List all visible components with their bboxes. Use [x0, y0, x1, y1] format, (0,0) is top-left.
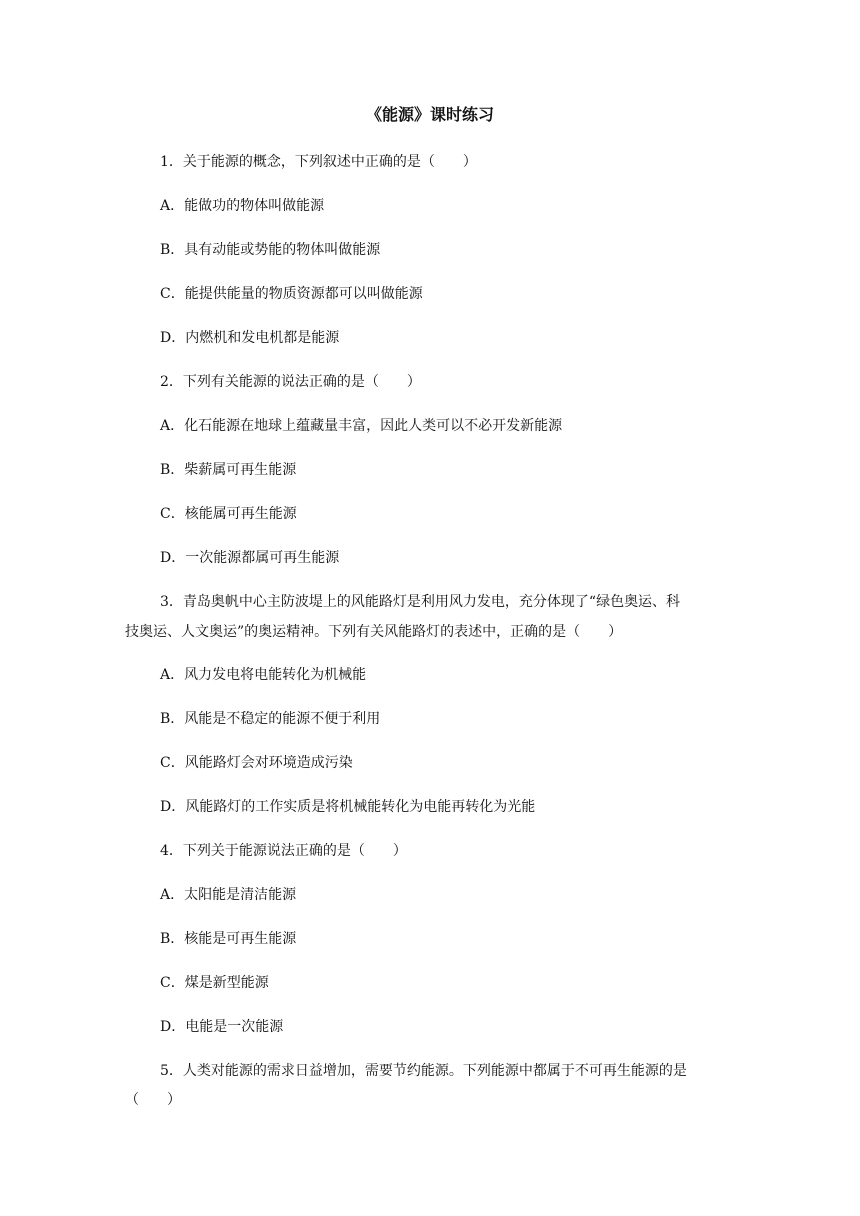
- question-3-option-b: B．风能是不稳定的能源不便于利用: [160, 711, 381, 727]
- question-4-option-d: D．电能是一次能源: [160, 1019, 284, 1035]
- question-4-option-a: A．太阳能是清洁能源: [160, 887, 297, 903]
- question-2-stem: 2．下列有关能源的说法正确的是（ ）: [160, 374, 421, 390]
- question-3-option-d: D．风能路灯的工作实质是将机械能转化为电能再转化为光能: [160, 799, 536, 815]
- question-1-option-d: D．内燃机和发电机都是能源: [160, 330, 340, 346]
- question-5-stem: 5．人类对能源的需求日益增加，需要节约能源。下列能源中都属于不可再生能源的是: [160, 1063, 687, 1079]
- question-2-option-c: C．核能属可再生能源: [160, 506, 297, 522]
- question-4-stem: 4．下列关于能源说法正确的是（ ）: [160, 843, 407, 859]
- question-3-stem-continued: 技奥运、人文奥运”的奥运精神。下列有关风能路灯的表述中，正确的是（ ）: [125, 624, 623, 640]
- question-2-option-b: B．柴薪属可再生能源: [160, 462, 297, 478]
- question-3-stem: 3．青岛奥帆中心主防波堤上的风能路灯是利用风力发电，充分体现了“绿色奥运、科: [160, 594, 681, 610]
- question-1-option-a: A．能做功的物体叫做能源: [160, 198, 325, 214]
- question-2-option-a: A．化石能源在地球上蕴藏量丰富，因此人类可以不必开发新能源: [160, 418, 563, 434]
- question-4-option-c: C．煤是新型能源: [160, 975, 269, 991]
- question-5-stem-continued: （ ）: [125, 1092, 181, 1108]
- question-1-option-c: C．能提供能量的物质资源都可以叫做能源: [160, 286, 423, 302]
- question-3-option-a: A．风力发电将电能转化为机械能: [160, 667, 367, 683]
- question-4-option-b: B．核能是可再生能源: [160, 931, 297, 947]
- question-1-stem: 1．关于能源的概念，下列叙述中正确的是（ ）: [160, 154, 477, 170]
- question-2-option-d: D．一次能源都属可再生能源: [160, 550, 340, 566]
- document-title: 《能源》课时练习: [365, 105, 494, 124]
- question-1-option-b: B．具有动能或势能的物体叫做能源: [160, 242, 381, 258]
- question-3-option-c: C．风能路灯会对环境造成污染: [160, 755, 353, 771]
